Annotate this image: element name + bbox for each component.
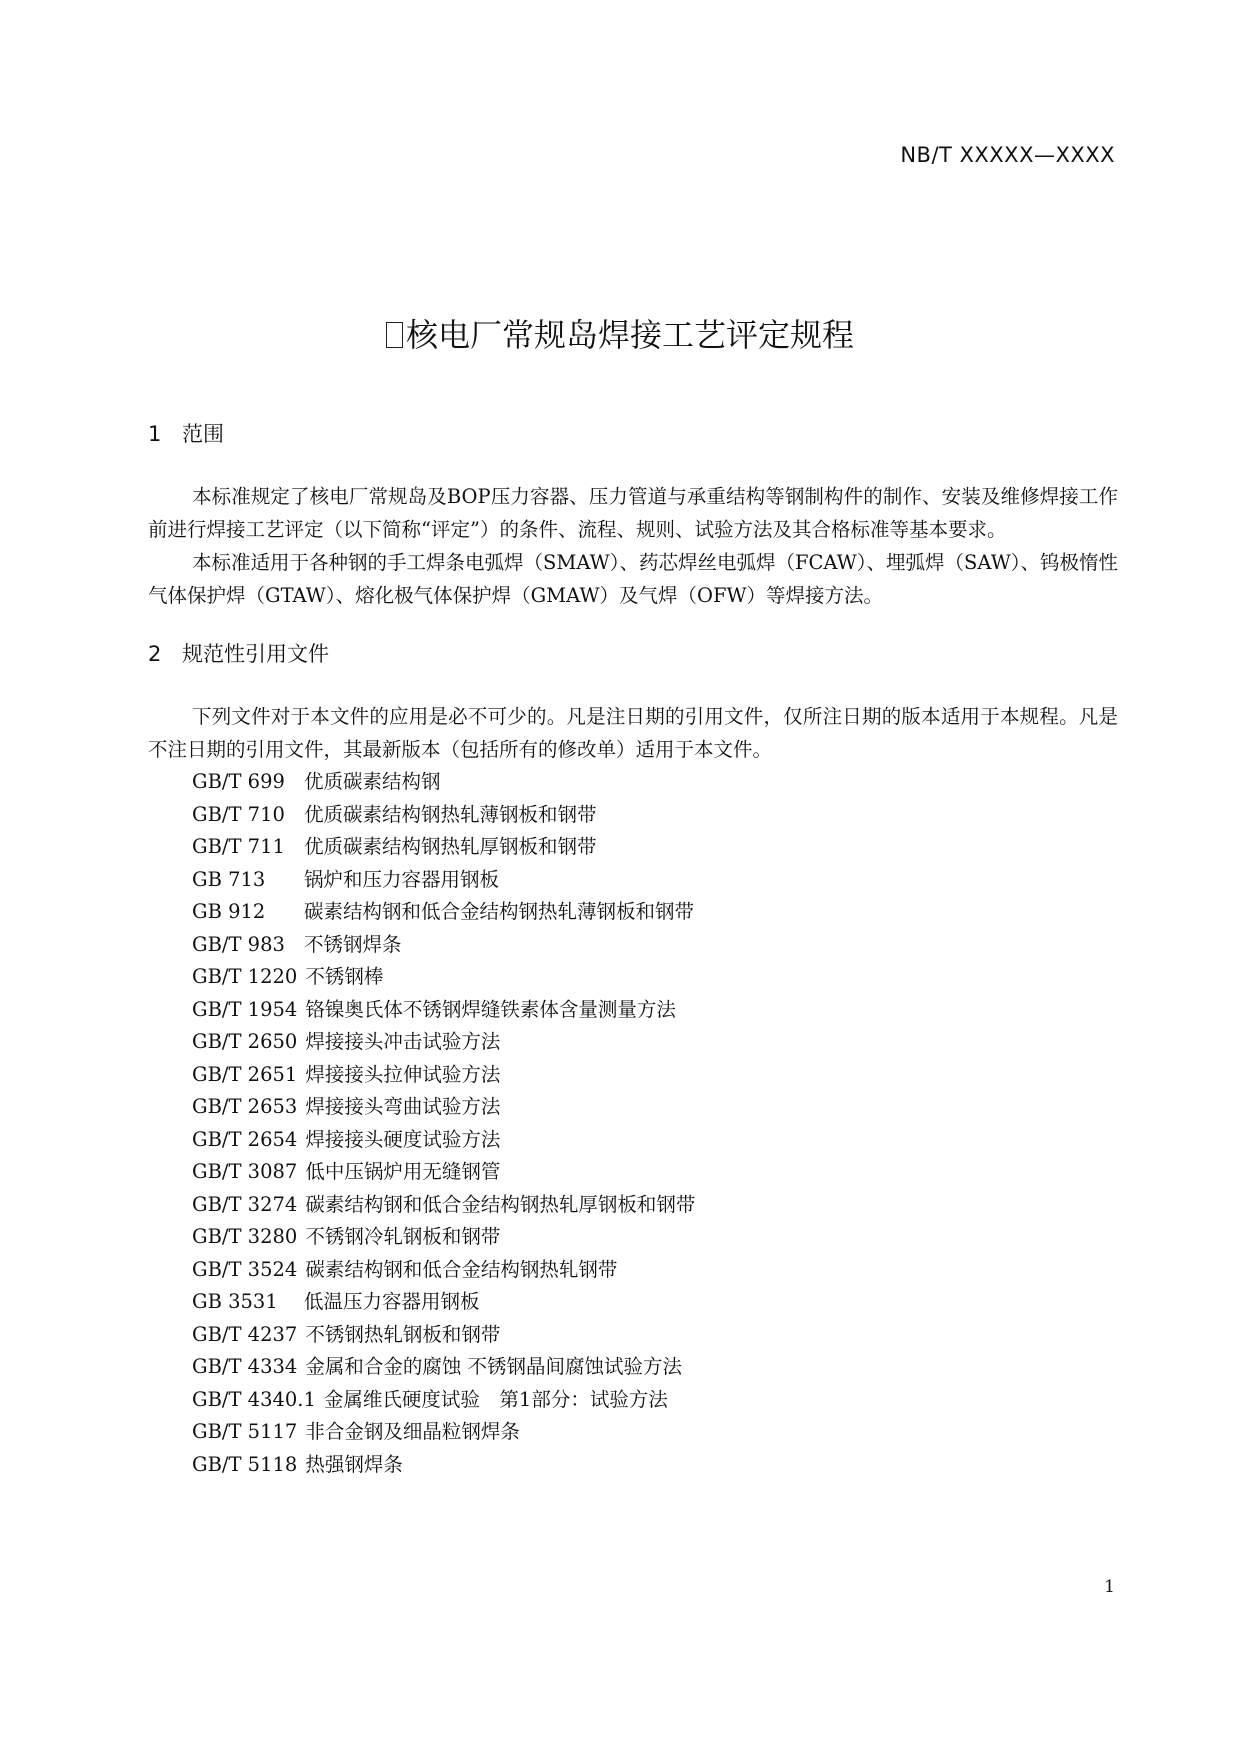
document-title-text: 核电厂常规岛焊接工艺评定规程 [405,316,854,354]
reference-code: GB/T 2654 [192,1127,298,1151]
reference-code: GB/T 3280 [192,1225,298,1248]
reference-item [192,831,1118,864]
reference-item [192,896,1118,929]
reference-code: GB/T 3087 [192,1160,298,1183]
section-number: 2 [148,642,162,666]
reference-item [192,1286,1118,1319]
reference-code: GB/T 5117 [192,1420,298,1443]
reference-code: GB/T 710 [192,802,285,826]
reference-name: 焊接接头硬度试验方法 [305,1127,501,1151]
reference-item [192,994,1118,1027]
reference-item [192,1449,1118,1482]
paragraph: 下列文件对于本文件的应用是必不可少的。凡是注日期的引用文件，仅所注日期的版本适用于本规程。凡是不注日期的引用文件，其最新版本（包括所有的修改单）适用于本文件。 [148,705,1118,761]
reference-item [192,1221,1118,1254]
document-body [148,418,1118,1481]
reference-code: GB/T 4334 [192,1355,298,1378]
reference-name: 优质碳素结构钢热轧厚钢板和钢带 [304,835,597,858]
standard-code: NB/T XXXXX—XXXX [900,143,1115,167]
reference-code: GB/T 3274 [192,1192,298,1216]
reference-name: 低温压力容器用钢板 [304,1290,480,1313]
reference-code: GB/T 699 [192,770,285,793]
reference-name: 碳素结构钢和低合金结构钢热轧厚钢板和钢带 [305,1192,696,1216]
reference-item [192,1189,1118,1222]
reference-name: 焊接接头冲击试验方法 [305,1030,501,1053]
reference-item [192,1026,1118,1059]
reference-name: 碳素结构钢和低合金结构钢热轧薄钢板和钢带 [304,900,695,923]
reference-code: GB/T 983 [192,932,285,956]
reference-item [192,1351,1118,1384]
reference-name: 不锈钢焊条 [304,932,402,956]
reference-code: GB 912 [192,900,266,923]
reference-name: 优质碳素结构钢热轧薄钢板和钢带 [304,802,597,826]
reference-name: 碳素结构钢和低合金结构钢热轧钢带 [305,1257,618,1281]
reference-code: GB/T 3524 [192,1257,298,1281]
reference-item [192,799,1118,832]
reference-item [192,1091,1118,1124]
reference-item [192,1416,1118,1449]
reference-code: GB 713 [192,867,266,891]
reference-name: 金属维氏硬度试验 第1部分：试验方法 [323,1387,668,1411]
reference-code: GB/T 5118 [192,1452,298,1476]
document-title [0,310,1240,356]
reference-name: 低中压锅炉用无缝钢管 [305,1160,501,1183]
reference-item [192,1254,1118,1287]
reference-name: 焊接接头拉伸试验方法 [305,1062,501,1086]
paragraph: 本标准适用于各种钢的手工焊条电弧焊（SMAW）、药芯焊丝电弧焊（FCAW）、埋弧焊（SAW）、钨极惰性气体保护焊（GTAW）、熔化极气体保护焊（GMAW）及气焊（OFW）等焊接方法。 [148,551,1118,607]
reference-code: GB/T 4237 [192,1322,298,1346]
section-title: 规范性引用文件 [182,642,329,666]
section-number: 1 [148,422,162,446]
section-heading-normative-references [148,638,1118,668]
reference-name: 金属和合金的腐蚀 不锈钢晶间腐蚀试验方法 [305,1355,683,1378]
reference-code: GB/T 2653 [192,1095,298,1118]
reference-name: 不锈钢棒 [305,965,384,988]
reference-code: GB/T 4340.1 [192,1387,316,1411]
reference-list [148,766,1118,1481]
reference-item [192,1124,1118,1157]
reference-item [192,1384,1118,1417]
reference-name: 焊接接头弯曲试验方法 [305,1095,501,1118]
reference-code: GB/T 1954 [192,997,298,1021]
reference-item [192,1156,1118,1189]
paragraph: 本标准规定了核电厂常规岛及BOP压力容器、压力管道与承重结构等钢制构件的制作、安装及维修焊接工作前进行焊接工艺评定（以下简称“评定”）的条件、流程、规则、试验方法及其合格标准等基本要求。 [148,485,1118,541]
reference-item [192,1319,1118,1352]
reference-name: 优质碳素结构钢 [304,770,441,793]
reference-code: GB/T 711 [192,835,285,858]
reference-item [192,864,1118,897]
reference-name: 不锈钢热轧钢板和钢带 [305,1322,501,1346]
reference-code: GB/T 1220 [192,965,298,988]
reference-code: GB 3531 [192,1290,278,1313]
reference-code: GB/T 2651 [192,1062,298,1086]
page-number: 1 [1104,1577,1115,1597]
reference-item [192,961,1118,994]
reference-name: 锅炉和压力容器用钢板 [304,867,500,891]
section-heading-scope [148,418,1118,448]
reference-item [192,1059,1118,1092]
reference-item [192,766,1118,799]
reference-code: GB/T 2650 [192,1030,298,1053]
reference-name: 铬镍奥氏体不锈钢焊缝铁素体含量测量方法 [305,997,676,1021]
reference-item [192,929,1118,962]
section-title: 范围 [182,422,224,446]
missing-glyph-box-icon [386,322,403,348]
reference-name: 不锈钢冷轧钢板和钢带 [305,1225,501,1248]
reference-name: 热强钢焊条 [305,1452,403,1476]
reference-name: 非合金钢及细晶粒钢焊条 [305,1420,520,1443]
